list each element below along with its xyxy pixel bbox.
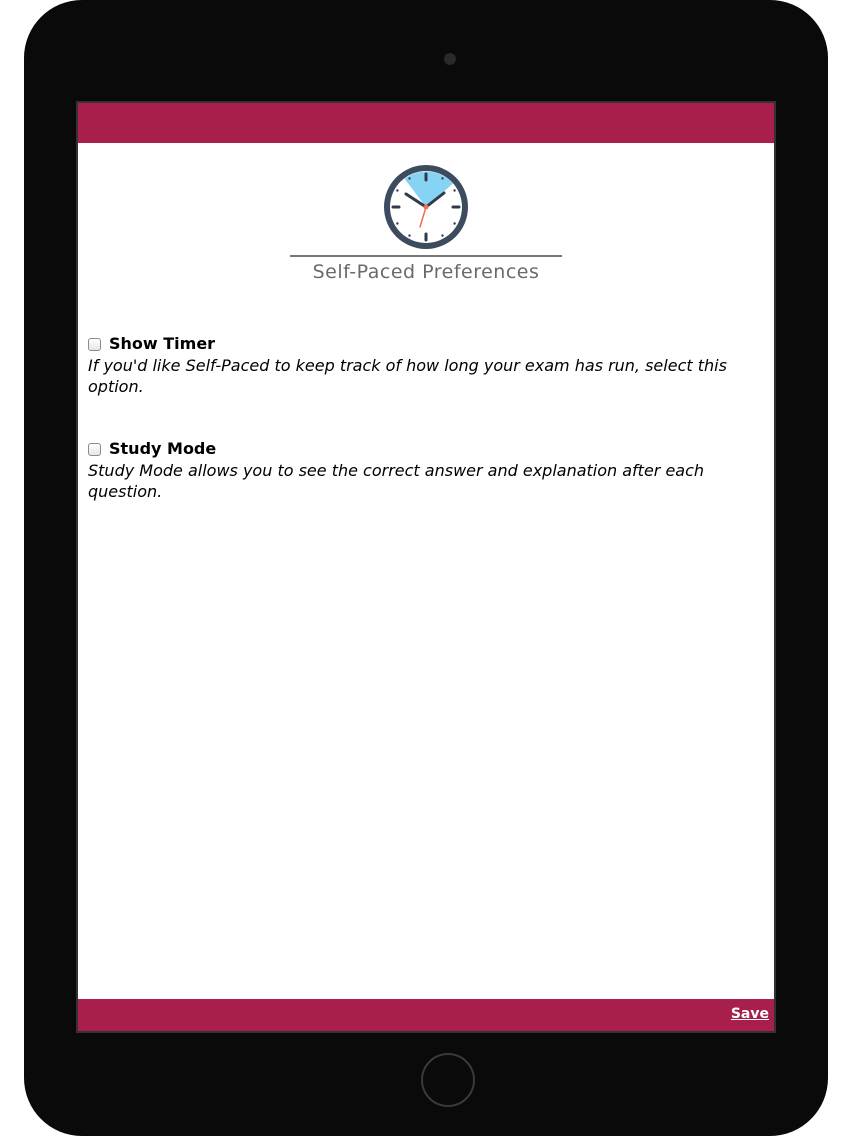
option-header xyxy=(88,334,768,354)
show-timer-label[interactable]: Show Timer xyxy=(109,334,216,353)
camera xyxy=(444,53,456,65)
option-show-timer xyxy=(88,334,768,397)
app-logo xyxy=(78,161,774,283)
study-mode-description: Study Mode allows you to see the correct answer and explanation after each question. xyxy=(88,461,705,501)
home-button[interactable] xyxy=(421,1053,475,1107)
show-timer-description: If you'd like Self-Paced to keep track of how long your exam has run, select this option. xyxy=(88,356,727,396)
app-screen xyxy=(76,101,776,1033)
logo-divider xyxy=(290,255,562,257)
option-study-mode xyxy=(88,439,768,502)
study-mode-checkbox[interactable] xyxy=(88,443,101,456)
clock-icon xyxy=(380,161,472,253)
logo-title: Self-Paced Preferences xyxy=(312,261,540,283)
bottom-bar xyxy=(78,999,774,1031)
show-timer-checkbox[interactable] xyxy=(88,338,101,351)
save-button[interactable]: Save xyxy=(730,1006,769,1022)
top-bar xyxy=(78,103,774,143)
study-mode-label[interactable]: Study Mode xyxy=(109,439,217,458)
option-header xyxy=(88,439,768,459)
